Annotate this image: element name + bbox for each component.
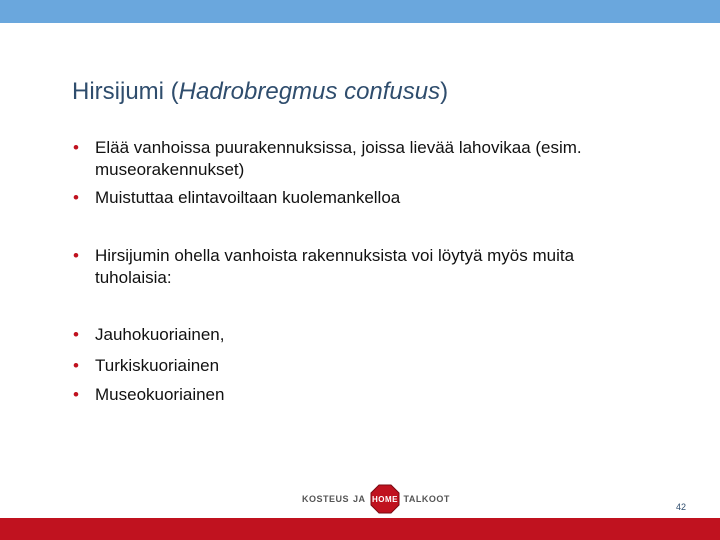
page-number: 42 (676, 502, 687, 512)
title-prefix: Hirsijumi ( (72, 78, 179, 105)
kosteus-ja-home-talkoot-logo (302, 484, 450, 514)
logo-text-mid: JA (353, 494, 366, 504)
top-accent-bar (0, 0, 720, 23)
stop-sign-icon (370, 484, 400, 514)
bullet-item: • Jauhokuoriainen, (95, 324, 655, 346)
bullet-item: • Muistuttaa elintavoiltaan kuolemankelloa (95, 187, 655, 209)
bullet-item: • Museokuoriainen (95, 384, 655, 406)
bottom-accent-bar (0, 518, 720, 540)
bullet-item: • Elää vanhoissa puurakennuksissa, joissa lievää lahovikaa (esim. museorakennukset) (95, 137, 655, 181)
logo-text-right: TALKOOT (403, 494, 450, 504)
bullet-item: • Hirsijumin ohella vanhoista rakennuksista voi löytyä myös muita tuholaisia: (95, 245, 655, 289)
title-suffix: ) (440, 78, 449, 105)
slide-title (72, 78, 448, 106)
logo-text-left: KOSTEUS (302, 494, 350, 504)
bullet-item: • Turkiskuoriainen (95, 355, 655, 377)
logo-sign-text: HOME (371, 495, 398, 504)
title-species-name: Hadrobregmus confusus (178, 78, 441, 105)
